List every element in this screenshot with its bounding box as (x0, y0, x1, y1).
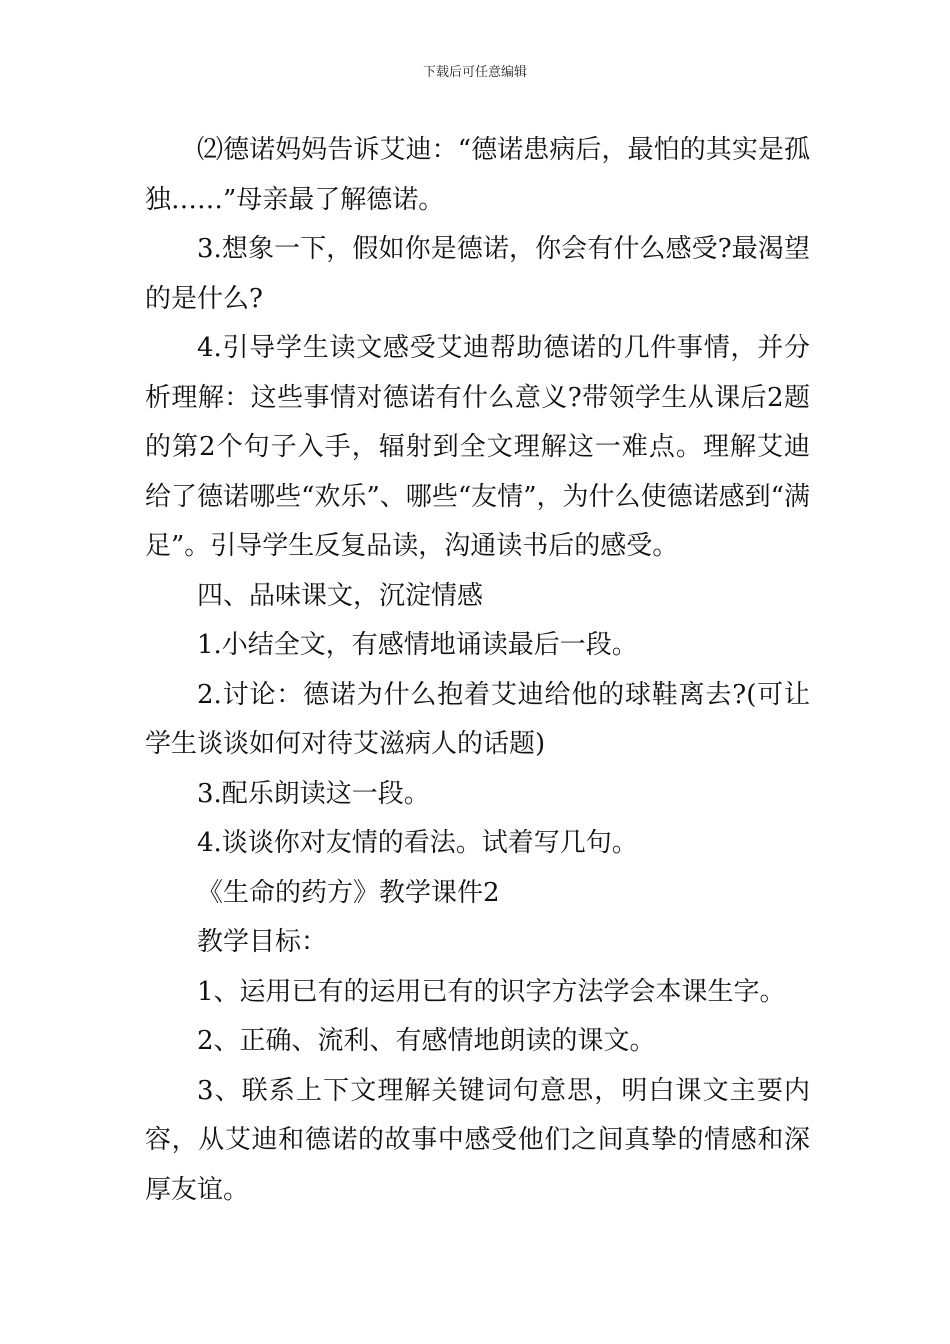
paragraph-music-reading: 3.配乐朗读这一段。 (197, 778, 430, 809)
goal-item-3: 3、联系上下文理解关键词句意思，明白课文主要内容，从艾迪和德诺的故事中感受他们之间真挚的情感和深厚友谊。 (145, 1075, 810, 1205)
section-heading-four: 四、品味课文，沉淀情感 (197, 580, 484, 611)
paragraph-mother-tells-eddie: ⑵德诺妈妈告诉艾迪：“德诺患病后，最怕的其实是孤独……”母亲最了解德诺。 (145, 135, 810, 215)
paragraph-summary: 1.小结全文，有感情地诵读最后一段。 (197, 630, 638, 660)
paragraph-friendship-views: 4.谈谈你对友情的看法。试着写几句。 (197, 828, 638, 858)
teaching-goals-heading: 教学目标： (197, 927, 328, 957)
goal-item-1: 1、运用已有的运用已有的识字方法学会本课生字。 (197, 976, 786, 1007)
paragraph-guide-reading: 4.引导学生读文感受艾迪帮助德诺的几件事情，并分析理解：这些事情对德诺有什么意义?带领学生从课后2题的第2个句子入手，辐射到全文理解这一难点。理解艾迪给了德诺哪些“欢乐”、哪些“友情”，为什么使德诺感到“满足”。引导学生反复品读，沟通读书后的感受。 (145, 333, 810, 561)
page-header: 下载后可任意编辑 (422, 65, 527, 80)
goal-item-2: 2、正确、流利、有感情地朗读的课文。 (197, 1026, 656, 1056)
paragraph-imagine-as-dexter: 3.想象一下，假如你是德诺，你会有什么感受?最渴望的是什么? (145, 234, 810, 314)
paragraph-discussion: 2.讨论：德诺为什么抱着艾迪给他的球鞋离去?(可让学生谈谈如何对待艾滋病人的话题) (145, 679, 810, 759)
courseware-title: 《生命的药方》教学课件2 (197, 877, 500, 908)
document-body (145, 126, 810, 1215)
